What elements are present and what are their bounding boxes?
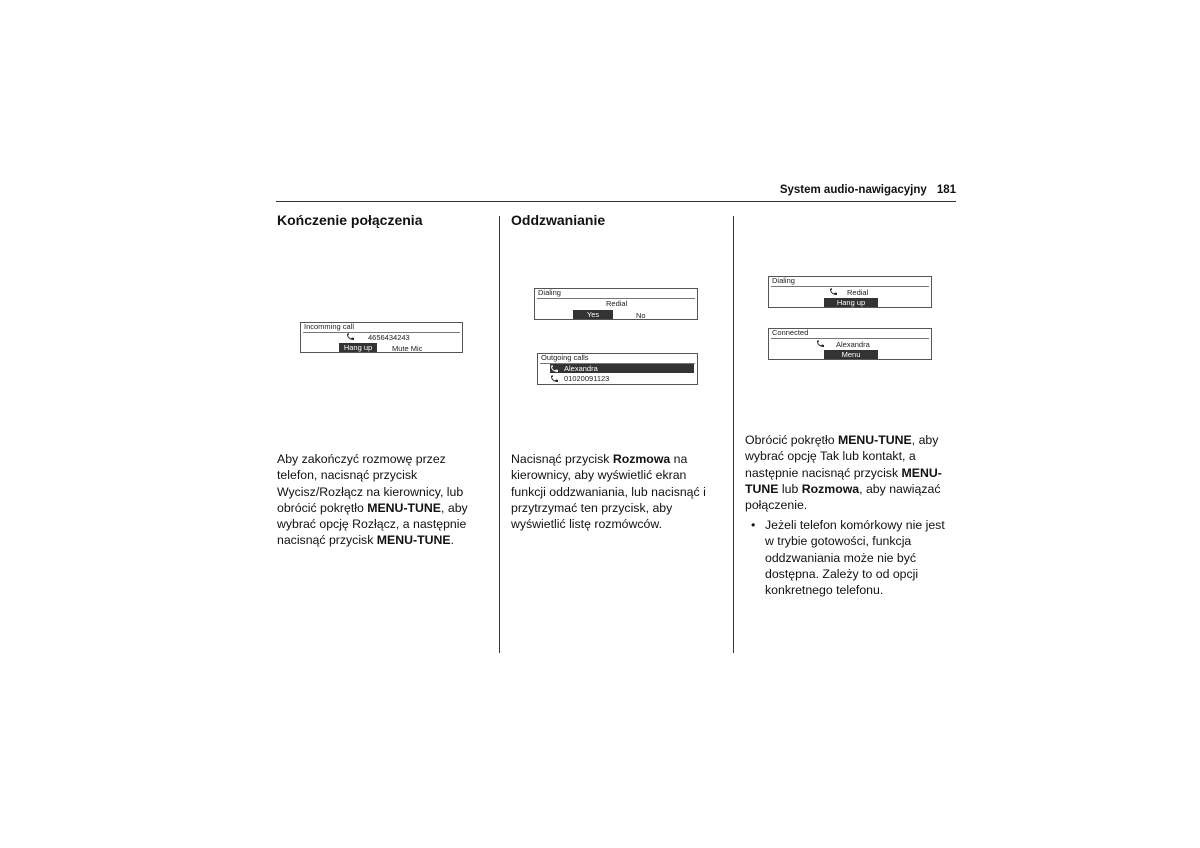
bullet-text: Jeżeli telefon komórkowy nie jest w trybie gotowości, funkcja oddzwaniania może nie być dostępna. Zależy to od opcji konkretnego telefonu. [765,518,945,598]
screen-title: Incomming call [304,322,355,331]
contact-name: Alexandra [836,340,870,349]
column-divider-2 [733,216,734,653]
heading-redial: Oddzwanianie [511,212,606,228]
header-text [780,184,956,196]
screen-divider [771,286,929,287]
text-part: Aby zakończyć rozmowę przez telefon, nacisnąć przycisk Wycisz/Rozłącz na kierownicy, lub obrócić pokrętło [277,452,464,515]
text-part: . [450,533,454,548]
mute-mic-button[interactable]: Mute Mic [392,344,423,353]
bold-term: MENU-TUNE [837,433,912,447]
bold-term: Rozmowa [612,452,671,466]
column-divider-1 [499,216,500,653]
phone-handset-icon [816,340,826,348]
bold-term: MENU-TUNE [367,500,442,515]
page-number: 181 [936,184,956,196]
no-button[interactable]: No [636,311,646,320]
bold-term: MENU-TUNE [376,533,451,548]
phone-handset-icon [346,333,356,341]
screen-divider [771,338,929,339]
bold-term: Rozmowa [801,481,860,496]
screen-outgoing-calls [537,353,698,385]
paragraph-redial [511,451,721,532]
redial-label: Redial [847,288,869,297]
bullet-marker: • [751,518,756,532]
text-part: , aby nawiązać połączenie. [745,481,941,513]
screen-connected [768,328,932,360]
screen-dialing-hangup [768,276,932,308]
page-header [276,183,956,202]
screen-title: Dialing [538,288,561,297]
paragraph-ending-call [277,451,482,549]
phone-handset-icon [829,288,839,296]
text-part: na kierownicy, aby wyświetlić ekran funkcji oddzwaniania, lub nacisnąć i przytrzymać ten przycisk, aby wyświetlić listę rozmówców. [511,452,706,532]
screen-title: Dialing [772,276,795,285]
screen-title: Outgoing calls [541,353,589,362]
yes-button[interactable]: Yes [573,310,613,319]
phone-handset-icon [550,365,560,373]
screen-incoming-call [300,322,463,353]
heading-ending-call: Kończenie połączenia [277,212,423,228]
screen-dialing-redial [534,288,698,320]
hang-up-button[interactable]: Hang up [824,298,878,307]
text-part: lub [778,481,802,496]
caller-number: 4656434243 [368,333,410,342]
phone-handset-icon [550,375,560,383]
contact-name: Alexandra [564,364,598,373]
contact-number: 01020091123 [564,374,610,383]
text-part: , aby wybrać opcję Rozłącz, a następnie nacisnąć przycisk [277,500,468,548]
menu-button[interactable]: Menu [824,350,878,359]
text-part: Nacisnąć przycisk [511,452,613,466]
list-item-number[interactable] [550,374,697,383]
bullet-note [751,517,957,598]
section-title: System audio-nawigacyjny [779,184,927,196]
text-part: Obrócić pokrętło [745,433,838,447]
text-part: , aby wybrać opcję Tak lub kontakt, a następnie nacisnąć przycisk [745,433,939,480]
screen-title: Connected [772,328,809,337]
list-item-alexandra[interactable] [550,364,694,373]
bold-term: MENU-TUNE [745,465,942,496]
hang-up-button[interactable]: Hang up [339,343,377,352]
redial-label: Redial [606,299,628,308]
paragraph-connect [745,432,955,513]
